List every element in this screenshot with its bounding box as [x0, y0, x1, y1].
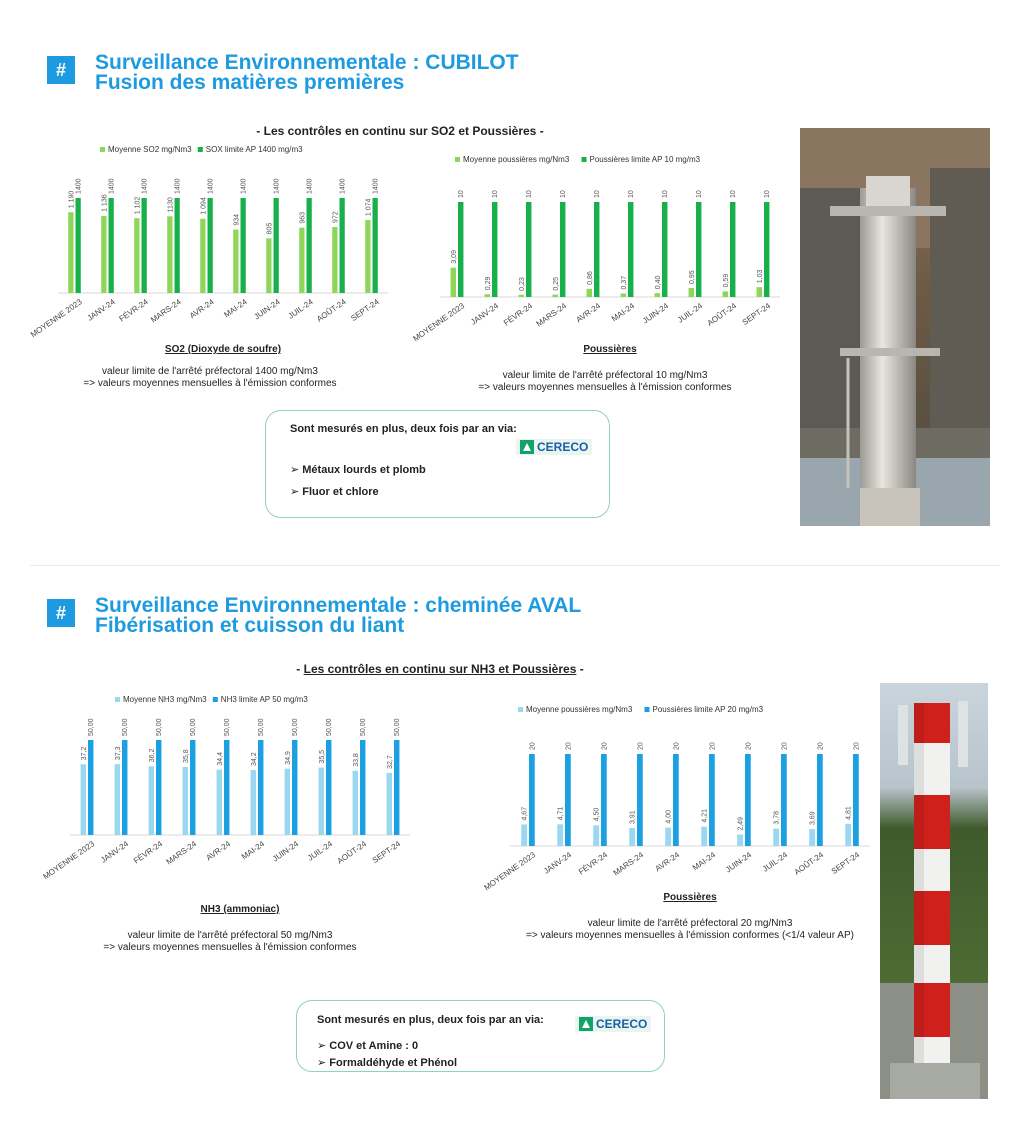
data-label: 1 102 [134, 196, 142, 215]
legend-swatch [518, 707, 523, 712]
x-tick-label: SEPT-24 [370, 839, 403, 866]
data-label: 50,00 [394, 718, 402, 736]
info-box-heading: Sont mesurés en plus, deux fois par an via: [290, 423, 517, 435]
data-label: 50,00 [326, 718, 334, 736]
x-tick-label: MARS-24 [164, 839, 199, 867]
legend-label: SOX limite AP 1400 mg/m3 [205, 145, 303, 154]
data-label: 35,5 [318, 749, 326, 764]
chart-so2 [20, 140, 390, 360]
data-label: 34,9 [284, 751, 292, 765]
x-tick-label: AOÛT-24 [315, 297, 348, 324]
section2-subtitle [180, 662, 700, 676]
data-label: 4,50 [593, 807, 601, 822]
data-label: 0,25 [552, 277, 560, 291]
data-label: 1400 [75, 178, 83, 194]
bar-average [68, 212, 73, 293]
x-tick-label: FÉVR-24 [117, 297, 150, 324]
bar-average [845, 824, 851, 846]
bar-average [217, 770, 222, 835]
x-tick-label: JUIL-24 [676, 301, 705, 325]
bar-limit [360, 740, 365, 835]
section2-title-line2: Fibérisation et cuisson du liant [95, 614, 405, 637]
bar-limit [781, 754, 787, 846]
bar-limit [560, 202, 565, 297]
info-box-heading: Sont mesurés en plus, deux fois par an via: [317, 1014, 544, 1026]
caption-line: => valeurs moyennes mensuelles à l'émission conformes [478, 382, 732, 393]
data-label: 0,86 [586, 271, 594, 285]
data-label: 50,00 [122, 718, 130, 736]
bar-limit [340, 198, 345, 293]
x-tick-label: FÉVR-24 [502, 301, 535, 328]
bar-average [521, 825, 527, 846]
data-label: 50,00 [190, 718, 198, 736]
data-label: 4,67 [521, 806, 529, 821]
x-tick-label: MAI-24 [609, 301, 637, 324]
data-label: 1400 [207, 178, 215, 194]
bar-average [365, 220, 370, 293]
caption-line: valeur limite de l'arrêté préfectoral 10 mg/Nm3 [502, 370, 708, 381]
section1-title-line2: Fusion des matières premières [95, 71, 405, 94]
legend-label: Moyenne poussières mg/Nm3 [526, 705, 633, 714]
bar-average [319, 768, 324, 835]
bar-limit [594, 202, 599, 297]
bar-average [266, 238, 271, 293]
chart-poussieres-2-caption [500, 918, 880, 942]
data-label: 10 [560, 190, 568, 198]
bar-average [723, 291, 728, 297]
data-label: 10 [492, 190, 500, 198]
data-label: 934 [233, 213, 241, 226]
data-label: 4,21 [701, 809, 709, 823]
bar-limit [190, 740, 195, 835]
bar-limit [628, 202, 633, 297]
bar-average [353, 771, 358, 835]
legend-swatch [198, 147, 203, 152]
data-label: 10 [764, 190, 772, 198]
bar-average [485, 294, 490, 297]
info-box-1 [265, 410, 610, 518]
x-tick-label: AOÛT-24 [335, 839, 369, 866]
bar-limit [696, 202, 701, 297]
bar-limit [88, 740, 93, 835]
bar-average [621, 293, 626, 297]
bar-limit [326, 740, 331, 835]
data-label: 50,00 [156, 718, 164, 736]
bar-limit [637, 754, 643, 846]
data-label: 32,7 [386, 755, 394, 769]
data-label: 37,3 [114, 746, 122, 761]
bar-limit [394, 740, 399, 835]
cereco-icon [520, 440, 534, 454]
data-label: 1400 [108, 178, 116, 194]
x-tick-label: MOYENNE 2023 [411, 301, 467, 344]
data-label: 1 094 [200, 197, 208, 215]
x-tick-label: JUIN-24 [640, 301, 671, 326]
caption-line: => valeurs moyennes mensuelles à l'émission conformes [103, 942, 357, 953]
data-label: 1400 [174, 178, 182, 194]
bar-limit [109, 198, 114, 293]
section-badge-hash: # [47, 56, 75, 84]
data-label: 35,8 [182, 749, 190, 763]
chart-nh3 [30, 690, 410, 920]
bar-average [387, 773, 392, 835]
chart-poussieres-2 [470, 700, 870, 910]
legend-label: Moyenne poussières mg/Nm3 [463, 155, 570, 164]
data-label: 1 074 [365, 198, 373, 217]
data-label: 4,71 [557, 806, 565, 821]
x-tick-label: MOYENNE 2023 [41, 839, 97, 882]
data-label: 2,49 [737, 816, 745, 831]
bar-limit [258, 740, 263, 835]
data-label: 1400 [141, 178, 149, 194]
x-tick-label: FÉVR-24 [132, 839, 165, 866]
x-tick-label: JANV-24 [99, 839, 131, 865]
data-label: 33,8 [352, 753, 360, 767]
chart-poussieres-1 [400, 150, 790, 360]
data-label: 20 [853, 742, 861, 750]
data-label: 10 [662, 190, 670, 198]
bar-limit [853, 754, 859, 846]
caption-line: => valeurs moyennes mensuelles à l'émission conformes (<1/4 valeur AP) [526, 930, 854, 941]
legend-swatch [582, 157, 587, 162]
data-label: 1,03 [756, 269, 764, 284]
section2-title-line1: Surveillance Environnementale : cheminée AVAL [95, 594, 582, 617]
data-label: 1130 [167, 197, 175, 213]
bar-average [587, 289, 592, 297]
bar-limit [492, 202, 497, 297]
bar-limit [745, 754, 751, 846]
x-tick-label: JUIL-24 [306, 839, 335, 863]
bar-limit [208, 198, 213, 293]
x-tick-label: JUIL-24 [286, 297, 315, 321]
data-label: 20 [781, 742, 789, 750]
bar-average [593, 825, 599, 846]
bar-average [251, 770, 256, 835]
bar-average [285, 769, 290, 835]
bar-average [689, 288, 694, 297]
info-item: ➢ COV et Amine : 0 [317, 1040, 419, 1052]
bar-limit [156, 740, 161, 835]
data-label: 50,00 [88, 718, 96, 736]
chart-nh3-caption [40, 930, 420, 954]
info-item: ➢ Formaldéhyde et Phénol [317, 1057, 458, 1069]
bar-limit [175, 198, 180, 293]
cereco-logo [516, 439, 592, 455]
bar-average [809, 829, 815, 846]
data-label: 3,09 [450, 250, 458, 264]
legend-swatch [645, 707, 650, 712]
data-label: 20 [745, 742, 753, 750]
data-label: 10 [696, 190, 704, 198]
subtitle-main: Les contrôles en continu sur NH3 et Poussières [303, 662, 577, 676]
data-label: 0,37 [620, 275, 628, 290]
x-tick-label: JUIN-24 [270, 839, 301, 864]
x-tick-label: AVR-24 [204, 839, 233, 863]
legend-label: Poussières limite AP 20 mg/m3 [652, 705, 764, 714]
bar-average [757, 287, 762, 297]
legend-label: NH3 limite AP 50 mg/m3 [220, 695, 308, 704]
section1-subtitle: - Les contrôles en continu sur SO2 et Poussières - [256, 124, 544, 138]
bar-average [332, 227, 337, 293]
x-tick-label: MAI-24 [222, 297, 249, 320]
legend-label: Moyenne SO2 mg/Nm3 [108, 145, 192, 154]
x-axis-title: Poussières [663, 892, 717, 903]
data-label: 1400 [273, 178, 281, 194]
section2-title [95, 596, 581, 636]
cereco-logo [575, 1016, 651, 1032]
x-tick-label: JANV-24 [542, 850, 574, 876]
data-label: 972 [332, 211, 340, 224]
bar-limit [224, 740, 229, 835]
x-tick-label: AVR-24 [574, 301, 603, 325]
bar-limit [122, 740, 127, 835]
x-tick-label: MOYENNE 2023 [28, 297, 84, 340]
chart-poussieres-1-caption [410, 370, 800, 394]
bar-average [665, 828, 671, 846]
section1-title [95, 53, 519, 93]
x-axis-title: Poussières [583, 344, 637, 355]
x-tick-label: JUIN-24 [252, 297, 282, 322]
legend-swatch [115, 697, 120, 702]
bar-average [557, 824, 563, 846]
x-tick-label: JUIN-24 [723, 850, 754, 875]
data-label: 3,78 [773, 810, 781, 825]
x-tick-label: MARS-24 [534, 301, 569, 329]
bar-average [737, 835, 743, 846]
bar-average [115, 764, 120, 835]
bar-limit [458, 202, 463, 297]
bar-average [167, 216, 172, 293]
x-tick-label: SEPT-24 [829, 850, 862, 877]
data-label: 50,00 [258, 718, 266, 736]
bar-average [553, 295, 558, 297]
data-label: 20 [637, 742, 645, 750]
x-tick-label: AOÛT-24 [705, 301, 739, 328]
data-label: 1 136 [101, 194, 109, 212]
bar-limit [274, 198, 279, 293]
bar-average [183, 767, 188, 835]
bar-average [233, 230, 238, 293]
bar-limit [526, 202, 531, 297]
bar-limit [307, 198, 312, 293]
data-label: 0,29 [484, 276, 492, 291]
bar-average [200, 219, 205, 293]
bar-limit [142, 198, 147, 293]
data-label: 1400 [306, 178, 314, 194]
data-label: 50,00 [292, 718, 300, 736]
data-label: 20 [601, 742, 609, 750]
bar-limit [601, 754, 607, 846]
bar-average [701, 827, 707, 846]
info-item: ➢ Métaux lourds et plomb [290, 464, 426, 476]
info-item: ➢ Fluor et chlore [290, 486, 379, 498]
chart-so2-caption [20, 366, 400, 390]
bar-limit [565, 754, 571, 846]
section1-title-line1: Surveillance Environnementale : CUBILOT [95, 51, 519, 74]
data-label: 36,2 [148, 748, 156, 763]
cereco-icon [579, 1017, 593, 1031]
legend-label: Poussières limite AP 10 mg/m3 [589, 155, 701, 164]
x-tick-label: MARS-24 [611, 850, 646, 878]
data-label: 963 [299, 211, 307, 224]
data-label: 3,91 [629, 810, 637, 825]
bar-limit [817, 754, 823, 846]
bar-limit [662, 202, 667, 297]
caption-line: valeur limite de l'arrêté préfectoral 50 mg/Nm3 [127, 930, 333, 941]
legend-swatch [100, 147, 105, 152]
bar-limit [76, 198, 81, 293]
x-tick-label: JANV-24 [469, 301, 501, 327]
x-tick-label: SEPT-24 [349, 297, 381, 324]
bar-average [519, 295, 524, 297]
caption-line: => valeurs moyennes mensuelles à l'émission conformes [83, 378, 337, 389]
caption-line: valeur limite de l'arrêté préfectoral 20 mg/Nm3 [587, 918, 793, 929]
x-axis-title: NH3 (ammoniac) [200, 904, 280, 915]
data-label: 0,23 [518, 277, 526, 291]
data-label: 50,00 [360, 718, 368, 736]
subtitle-prefix: - [296, 662, 304, 676]
subtitle-suffix: - [576, 662, 584, 676]
bar-limit [292, 740, 297, 835]
data-label: 20 [565, 742, 573, 750]
x-tick-label: MAI-24 [690, 850, 718, 873]
bar-average [299, 228, 304, 293]
data-label: 4,00 [665, 809, 673, 824]
bar-limit [673, 754, 679, 846]
x-tick-label: MOYENNE 2023 [482, 850, 538, 893]
x-tick-label: MARS-24 [149, 297, 183, 325]
bar-limit [709, 754, 715, 846]
cereco-text: CERECO [537, 440, 589, 454]
data-label: 34,2 [250, 752, 258, 767]
data-label: 10 [594, 190, 602, 198]
legend-label: Moyenne NH3 mg/Nm3 [123, 695, 207, 704]
cubilot-chimney-photo [800, 128, 990, 526]
data-label: 3,69 [809, 811, 817, 826]
data-label: 4,81 [845, 806, 853, 820]
section-separator [30, 565, 1000, 566]
caption-line: valeur limite de l'arrêté préfectoral 1400 mg/Nm3 [102, 366, 318, 377]
bar-average [773, 829, 779, 846]
data-label: 10 [628, 190, 636, 198]
data-label: 20 [817, 742, 825, 750]
bar-limit [373, 198, 378, 293]
info-box-2 [296, 1000, 665, 1072]
bar-average [655, 293, 660, 297]
data-label: 10 [730, 190, 738, 198]
bar-limit [764, 202, 769, 297]
data-label: 37,2 [80, 746, 88, 761]
data-label: 20 [709, 742, 717, 750]
data-label: 20 [673, 742, 681, 750]
legend-swatch [213, 697, 218, 702]
data-label: 1 190 [68, 190, 76, 209]
bar-average [101, 216, 106, 293]
x-tick-label: JANV-24 [85, 297, 117, 323]
x-tick-label: MAI-24 [239, 839, 267, 862]
data-label: 0,40 [654, 275, 662, 290]
data-label: 50,00 [224, 718, 232, 736]
aval-chimney-photo [880, 683, 988, 1099]
cereco-text: CERECO [596, 1017, 648, 1031]
bar-limit [529, 754, 535, 846]
x-axis-title: SO2 (Dioxyde de soufre) [164, 344, 282, 355]
bar-average [134, 218, 139, 293]
section-badge-hash: # [47, 599, 75, 627]
x-tick-label: SEPT-24 [740, 301, 773, 328]
legend-swatch [455, 157, 460, 162]
data-label: 1400 [339, 178, 347, 194]
x-tick-label: FÉVR-24 [577, 850, 610, 877]
x-tick-label: JUIL-24 [761, 850, 790, 874]
data-label: 0,59 [722, 273, 730, 288]
bar-average [451, 268, 456, 297]
data-label: 10 [526, 190, 534, 198]
data-label: 805 [266, 222, 274, 235]
data-label: 10 [458, 190, 466, 198]
data-label: 1400 [240, 178, 248, 194]
bar-average [629, 828, 635, 846]
x-tick-label: AVR-24 [653, 850, 682, 874]
data-label: 0,95 [688, 270, 696, 284]
data-label: 34,4 [216, 752, 224, 766]
data-label: 1400 [372, 178, 380, 194]
data-label: 20 [529, 742, 537, 750]
x-tick-label: AOÛT-24 [792, 850, 826, 877]
bar-limit [241, 198, 246, 293]
x-tick-label: AVR-24 [188, 297, 216, 321]
bar-average [149, 766, 154, 835]
bar-average [81, 764, 86, 835]
bar-limit [730, 202, 735, 297]
